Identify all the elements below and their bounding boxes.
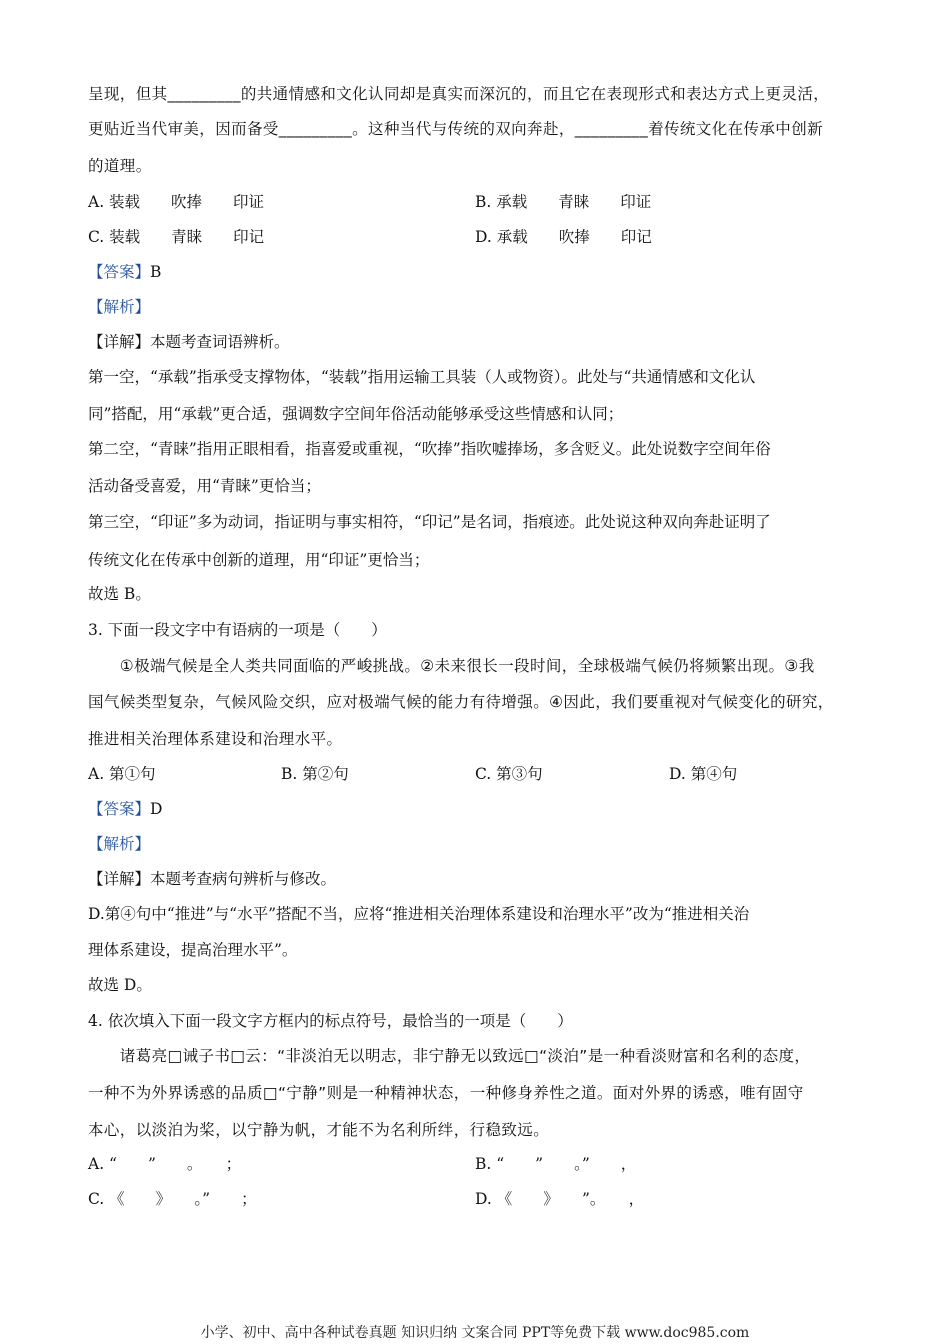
detail-text: 本题考查词语辨析。 [150, 333, 290, 351]
option-b: B. “ ” 。” ， [475, 1155, 637, 1173]
detail-tag: 【详解】 [88, 870, 151, 888]
option-b: B. 承载 青睐 印证 [475, 193, 652, 211]
answer-line [88, 262, 870, 282]
explanation-line: 传统文化在传承中创新的道理，用“印证”更恰当； [88, 551, 430, 569]
option-b: B. 第②句 [281, 765, 349, 783]
detail-line [88, 332, 870, 352]
option-a: A. 装载 吹捧 印证 [88, 193, 265, 211]
option-row [88, 192, 870, 212]
passage-line: 的道理。 [88, 157, 152, 175]
answer-value: B [150, 263, 162, 281]
answer-value: D [150, 800, 163, 818]
explanation-line: 第一空，“承载”指承受支撑物体，“装载”指用运输工具装（人或物资）。此处与“共通情感和文化认 [88, 368, 756, 386]
passage-line: 一种不为外界诱惑的品质□“宁静”则是一种精神状态，一种修身养性之道。面对外界的诱惑，唯有固守 [88, 1084, 804, 1102]
explanation-line: 理体系建设，提高治理水平”。 [88, 941, 298, 959]
option-row [88, 1189, 870, 1209]
option-row [88, 1154, 870, 1174]
answer-line [88, 799, 870, 819]
page-footer: 小学、初中、高中各种试卷真题 知识归纳 文案合同 PPT等免费下载 www.doc985.com [200, 1325, 750, 1341]
detail-text: 本题考查病句辨析与修改。 [150, 870, 337, 888]
option-a: A. “ ” 。 ； [88, 1155, 242, 1173]
analysis-tag: 【解析】 [88, 835, 151, 853]
question-4-stem: 4. 依次填入下面一段文字方框内的标点符号，最恰当的一项是（ ） [88, 1012, 573, 1030]
question-3-stem: 3. 下面一段文字中有语病的一项是（ ） [88, 621, 387, 639]
option-c: C. 第③句 [475, 765, 543, 783]
detail-tag: 【详解】 [88, 333, 151, 351]
passage-line: 呈现，但其_________的共通情感和文化认同却是真实而深沉的，而且它在表现形式和表达方式上更灵活， [88, 85, 830, 103]
option-row [88, 227, 870, 247]
explanation-line: 同”搭配，用“承载”更合适，强调数字空间年俗活动能够承受这些情感和认同； [88, 405, 624, 423]
passage-line: ①极端气候是全人类共同面临的严峻挑战。②未来很长一段时间，全球极端气候仍将频繁出现。③我 [88, 657, 815, 675]
analysis-tag: 【解析】 [88, 298, 151, 316]
detail-line [88, 869, 870, 889]
option-a: A. 第①句 [88, 765, 156, 783]
conclusion: 故选 D。 [88, 976, 152, 994]
option-c: C. 装载 青睐 印记 [88, 228, 265, 246]
passage-line: 国气候类型复杂，气候风险交织，应对极端气候的能力有待增强。④因此，我们要重视对气候变化的研究， [88, 693, 834, 711]
passage-line: 本心，以淡泊为桨，以宁静为帆，才能不为名利所绊，行稳致远。 [88, 1121, 550, 1139]
option-c: C. 《 》 。” ； [88, 1190, 257, 1208]
explanation-line: D.第④句中“推进”与“水平”搭配不当，应将“推进相关治理体系建设和治理水平”改为“推进相关治 [88, 905, 750, 923]
explanation-line: 活动备受喜爱，用“青睐”更恰当； [88, 477, 321, 495]
answer-tag: 【答案】 [88, 800, 151, 818]
passage-line: 诸葛亮□诫子书□云：“非淡泊无以明志，非宁静无以致远□“淡泊”是一种看淡财富和名利的态度， [88, 1047, 811, 1065]
passage-line: 推进相关治理体系建设和治理水平。 [88, 730, 343, 748]
conclusion: 故选 B。 [88, 585, 151, 603]
option-d: D. 承载 吹捧 印记 [475, 228, 652, 246]
passage-line: 更贴近当代审美，因而备受_________。这种当代与传统的双向奔赴，_________着传统文化在传承中创新 [88, 120, 824, 138]
explanation-line: 第二空，“青睐”指用正眼相看，指喜爱或重视，“吹捧”指吹嘘捧场，多含贬义。此处说数字空间年俗 [88, 440, 771, 458]
answer-tag: 【答案】 [88, 263, 151, 281]
option-d: D. 第④句 [669, 765, 738, 783]
explanation-line: 第三空，“印证”多为动词，指证明与事实相符，“印记”是名词，指痕迹。此处说这种双向奔赴证明了 [88, 513, 771, 531]
option-d: D. 《 》 ”。 ， [475, 1190, 645, 1208]
